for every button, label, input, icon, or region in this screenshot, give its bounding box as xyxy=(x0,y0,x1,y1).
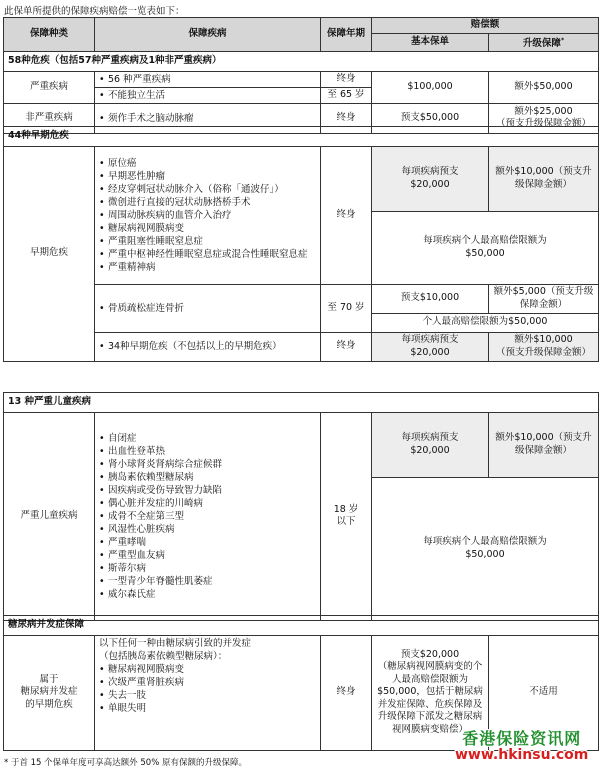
list-item: • 自闭症 xyxy=(99,432,316,445)
upgrade-cell: 额外$5,000（预支升级保障金额） xyxy=(489,284,599,313)
header-type: 保障种类 xyxy=(4,18,95,52)
list-item: • 出血性登革热 xyxy=(99,445,316,458)
list-item: • 严重阻塞性睡眠窒息症 xyxy=(99,235,316,248)
upgrade-cell: 额外$10,000（预支升级保障金额） xyxy=(489,412,599,477)
diabetes-intro: 以下任何一种由糖尿病引致的并发症 （包括胰岛素依赖型糖尿病）： xyxy=(99,637,252,662)
list-item: • 偶心脏并发症的川崎病 xyxy=(99,497,316,510)
list-item: • 微创进行直接的冠状动脉搭桥手术 xyxy=(99,196,316,209)
upgrade-cell: 额外$10,000 （预支升级保障金额） xyxy=(489,332,599,361)
list-item: • 须作手术之脑动脉瘤 xyxy=(99,112,316,125)
row-type: 严重儿童疾病 xyxy=(4,412,95,620)
list-item: • 严重中枢神经性睡眠窒息症或混合性睡眠窒息症 xyxy=(99,248,316,261)
footnote: * 于首 15 个保单年度可享高达额外 50% 原有保额的升级保障。 xyxy=(4,758,247,768)
header-upgrade-text: 升级保障 xyxy=(522,37,561,49)
list-item: • 严重型血友病 xyxy=(99,549,316,562)
basic-cell: $100,000 xyxy=(372,71,489,103)
list-item: • 因疾病或受伤导致智力缺陷 xyxy=(99,484,316,497)
basic-cell: 每项疾病预支 $20,000 xyxy=(372,332,489,361)
watermark xyxy=(455,731,588,763)
term-cell: 至 65 岁 xyxy=(321,87,372,103)
disease-item xyxy=(95,87,321,103)
list-item: • 肾小球肾炎肾病综合症候群 xyxy=(99,458,316,471)
term-cell: 终身 xyxy=(321,332,372,361)
section-title: 44种早期危疾 xyxy=(4,127,599,147)
list-item: • 成骨不全症第三型 xyxy=(99,510,316,523)
list-item: • 经皮穿刺冠状动脉介入（俗称「通波仔」） xyxy=(99,183,316,196)
upgrade-footnote-mark: * xyxy=(560,36,565,44)
header-disease: 保障疾病 xyxy=(95,18,321,52)
list-item: • 56 种严重疾病 xyxy=(99,73,316,86)
list-item: • 失去一肢 xyxy=(99,689,316,702)
term-cell: 终身 xyxy=(321,71,372,87)
basic-cell: 预支$50,000 xyxy=(372,103,489,133)
list-item: • 糖尿病视网膜病变 xyxy=(99,663,316,676)
upgrade-cell: 不适用 xyxy=(489,635,599,750)
row-type: 非严重疾病 xyxy=(4,103,95,133)
basic-cell: 预支$20,000 （糖尿病视网膜病变的个人最高赔偿限额为$50,000，包括于糖尿病并发症保障、危疾保障及升级保障下派发之糖尿病视网膜病变赔偿） xyxy=(372,635,489,750)
list-item: • 34种早期危疾（不包括以上的早期危疾） xyxy=(99,340,316,353)
limit-cell: 个人最高赔偿限额为$50,000 xyxy=(372,313,599,332)
term-cell: 终身 xyxy=(321,103,372,133)
list-item: • 原位癌 xyxy=(99,157,316,170)
header-compensation: 赔偿额 xyxy=(372,18,599,34)
disease-list xyxy=(95,635,321,750)
header-term-text: 保障年期 xyxy=(326,28,365,40)
table-early-stage xyxy=(3,126,599,362)
disease-list xyxy=(95,412,321,620)
list-item: • 胰岛素依赖型糖尿病 xyxy=(99,471,316,484)
disease-list xyxy=(95,146,321,284)
header-upgrade xyxy=(489,33,599,52)
section-title: 13 种严重儿童疾病 xyxy=(4,393,599,413)
term-cell: 至 70 岁 xyxy=(321,284,372,332)
list-item: • 单眼失明 xyxy=(99,702,316,715)
limit-cell: 每项疾病个人最高赔偿限额为 $50,000 xyxy=(372,477,599,620)
list-item: • 糖尿病视网膜病变 xyxy=(99,222,316,235)
basic-cell: 每项疾病预支 $20,000 xyxy=(372,146,489,211)
list-item: • 不能独立生活 xyxy=(99,89,316,102)
term-cell: 终身 xyxy=(321,635,372,750)
disease-item xyxy=(95,332,321,361)
section-title: 糖尿病并发症保障 xyxy=(4,616,599,636)
disease-item xyxy=(95,71,321,87)
row-type: 严重疾病 xyxy=(4,71,95,103)
table-children-illness xyxy=(3,392,599,621)
list-item: • 风湿性心脏疾病 xyxy=(99,523,316,536)
list-item: • 严重精神病 xyxy=(99,261,316,274)
row-type: 属于 糖尿病并发症 的早期危疾 xyxy=(4,635,95,750)
intro-text: 此保单所提供的保障疾病赔偿一览表如下： xyxy=(4,6,185,17)
basic-cell: 每项疾病预支 $20,000 xyxy=(372,412,489,477)
watermark-url: www.hkinsu.com xyxy=(455,747,589,763)
disease-item xyxy=(95,284,321,332)
list-item: • 威尔森氏症 xyxy=(99,588,316,601)
list-item: • 骨质疏松症连骨折 xyxy=(99,302,316,315)
term-cell: 18 岁 以下 xyxy=(321,412,372,620)
section-title: 58种危疾（包括57种严重疾病及1种非严重疾病） xyxy=(4,52,599,72)
list-item: • 严重哮喘 xyxy=(99,536,316,549)
watermark-title: 香港保险资讯网 xyxy=(462,729,582,748)
term-cell: 终身 xyxy=(321,146,372,284)
list-item: • 次级严重肾脏疾病 xyxy=(99,676,316,689)
list-item: • 一型青少年脊髓性肌萎症 xyxy=(99,575,316,588)
list-item: • 早期恶性肿瘤 xyxy=(99,170,316,183)
list-item: • 斯蒂尔病 xyxy=(99,562,316,575)
limit-cell: 每项疾病个人最高赔偿限额为 $50,000 xyxy=(372,211,599,284)
header-basic: 基本保单 xyxy=(372,33,489,52)
basic-cell: 预支$10,000 xyxy=(372,284,489,313)
upgrade-cell: 额外$10,000（预支升级保障金额） xyxy=(489,146,599,211)
row-type: 早期危疾 xyxy=(4,146,95,361)
upgrade-cell: 额外$50,000 xyxy=(489,71,599,103)
header-term xyxy=(321,18,372,52)
upgrade-cell: 额外$25,000 （预支升级保障金额） xyxy=(489,103,599,133)
table-critical-illness xyxy=(3,17,599,134)
list-item: • 周围动脉疾病的血管介入治疗 xyxy=(99,209,316,222)
